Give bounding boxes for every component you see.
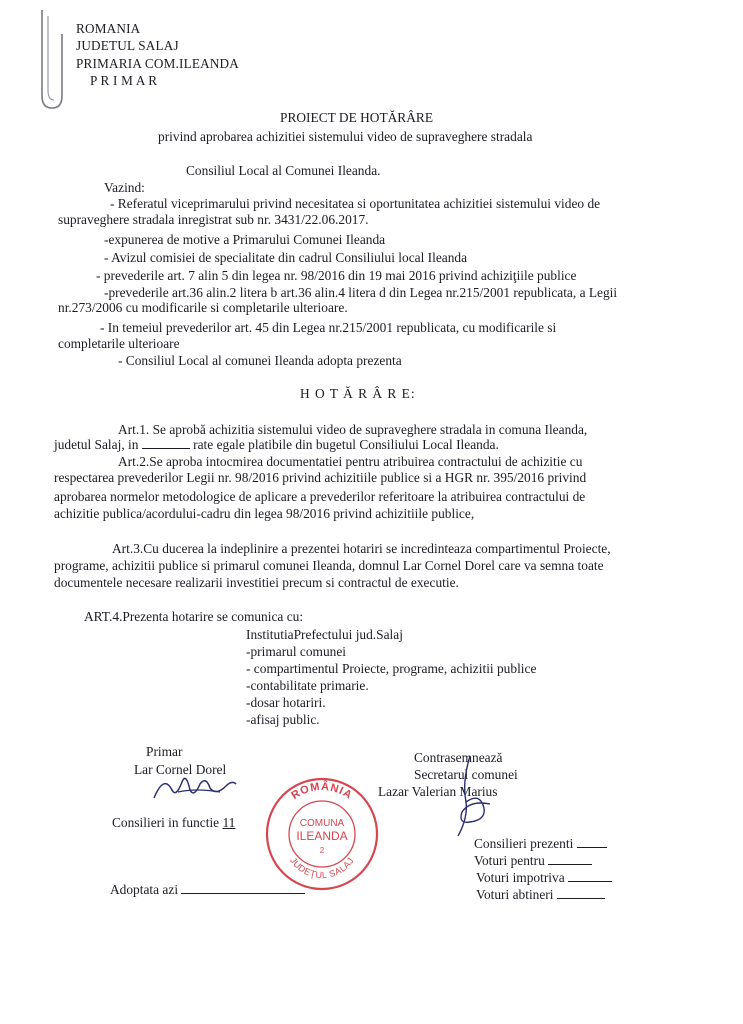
stamp-number-text: 2 — [319, 846, 325, 855]
document-title: PROIECT DE HOTĂRÂRE — [280, 110, 434, 125]
consideration-line: completarile ulterioare — [58, 336, 180, 351]
official-stamp — [262, 774, 382, 894]
secretary-signature-icon — [440, 752, 500, 842]
councillors-in-office-value: 11 — [222, 815, 236, 830]
recipient-item: -contabilitate primarie. — [246, 678, 369, 693]
stamp-middle-text: COMUNA — [299, 818, 345, 829]
consideration-line: -expunerea de motive a Primarului Comunei Ileanda — [104, 232, 386, 247]
recipient-item: -primarul comunei — [246, 644, 347, 659]
article-3-line: programe, achizitii publice si primarul comunei Ileanda, domnul Lar Cornel Dorel care va semna toate — [54, 558, 604, 573]
stamp-top-text: ROMÂNIA — [289, 780, 355, 803]
mayor-signature-icon — [150, 768, 240, 808]
votes-for-blank — [548, 853, 592, 865]
installments-blank — [142, 437, 190, 449]
stamp-locality-text: ILEANDA — [296, 829, 348, 843]
recipient-item: -afisaj public. — [246, 712, 320, 727]
councillors-in-office: Consilieri in functie 11 — [112, 815, 236, 830]
consideration-line: - Referatul viceprimarului privind necesitatea si oportunitatea achizitiei sistemului video de — [110, 196, 601, 211]
vazind-label: Vazind: — [104, 180, 145, 195]
article-2-line: respectarea prevederilor Legii nr. 98/2016 privind achizitiile publice si a HGR nr. 395/2016 privind — [54, 470, 587, 485]
document-subtitle: privind aprobarea achizitiei sistemului video de supraveghere stradala — [158, 129, 533, 144]
article-2-line: aprobarea normelor metodologice de aplicare a prevederilor referitoare la atribuirea contractului de — [54, 489, 586, 504]
article-3-line: Art.3.Cu ducerea la indeplinire a prezentei hotariri se incredinteaza compartimentul Proiecte, — [112, 541, 611, 556]
mayor-name: Lar Cornel Dorel — [134, 762, 227, 777]
article-4-line: ART.4.Prezenta hotarire se comunica cu: — [84, 609, 304, 624]
header-office: P R I M A R — [90, 73, 158, 88]
votes-for-line: Voturi pentru — [474, 853, 592, 868]
mayor-title: Primar — [146, 744, 183, 759]
countersign-title: Contrasemnează — [414, 750, 503, 765]
header-institution: PRIMARIA COM.ILEANDA — [76, 56, 239, 71]
recipient-item: - compartimentul Proiecte, programe, achizitii publice — [246, 661, 537, 676]
secretary-title: Secretarul comunei — [414, 767, 518, 782]
adopted-date-line: Adoptata azi — [110, 882, 305, 897]
consideration-line: -prevederile art.36 alin.2 litera b art.36 alin.4 litera d din Legea nr.215/2001 republicata, a Legii — [104, 285, 618, 300]
votes-against-blank — [568, 870, 612, 882]
header-county: JUDETUL SALAJ — [76, 38, 179, 53]
secretary-name: Lazar Valerian Marius — [378, 784, 498, 799]
recipient-item: InstitutiaPrefectului jud.Salaj — [246, 627, 403, 642]
abstentions-line: Voturi abtineri — [476, 887, 605, 902]
article-2-line: Art.2.Se aproba intocmirea documentatiei pentru atribuirea contractului de achizitie cu — [118, 454, 583, 469]
stamp-bottom-text: JUDEŢUL SALAJ — [288, 855, 356, 881]
council-name: Consiliul Local al Comunei Ileanda. — [186, 163, 381, 178]
consideration-line: - prevederile art. 7 alin 5 din legea nr. 98/2016 din 19 mai 2016 privind achiziţiile publice — [96, 268, 577, 283]
paper-clip-icon — [30, 4, 70, 114]
recipient-item: -dosar hotariri. — [246, 695, 326, 710]
abstentions-blank — [557, 887, 605, 899]
consideration-line: - Avizul comisiei de specialitate din cadrul Consiliului local Ileanda — [104, 250, 468, 265]
present-blank — [577, 836, 607, 848]
consideration-line: - Consiliul Local al comunei Ileanda adopta prezenta — [118, 353, 402, 368]
present-councillors-line: Consilieri prezenti — [474, 836, 607, 851]
article-3-line: documentele necesare realizarii investitiei precum si contractul de executie. — [54, 575, 459, 590]
article-1-line: judetul Salaj, in rate egale platibile din bugetul Consiliului Local Ileanda. — [54, 437, 499, 452]
decision-heading: H O T Ă R Â R E: — [300, 386, 416, 401]
consideration-line: - In temeiul prevederilor art. 45 din Legea nr.215/2001 republicata, cu modificarile si — [100, 320, 557, 335]
article-1-line: Art.1. Se aprobă achizitia sistemului video de supraveghere stradala in comuna Ileanda, — [118, 422, 588, 437]
article-2-line: achizitie publica/acordului-cadru din legea 98/2016 privind achizitiile publice, — [54, 506, 475, 521]
adopted-date-blank — [181, 882, 305, 894]
consideration-line: nr.273/2006 cu modificarile si completarile ulterioare. — [58, 300, 348, 315]
consideration-line: supraveghere stradala inregistrat sub nr. 3431/22.06.2017. — [58, 212, 369, 227]
votes-against-line: Voturi impotriva — [476, 870, 612, 885]
header-country: ROMANIA — [76, 21, 141, 36]
